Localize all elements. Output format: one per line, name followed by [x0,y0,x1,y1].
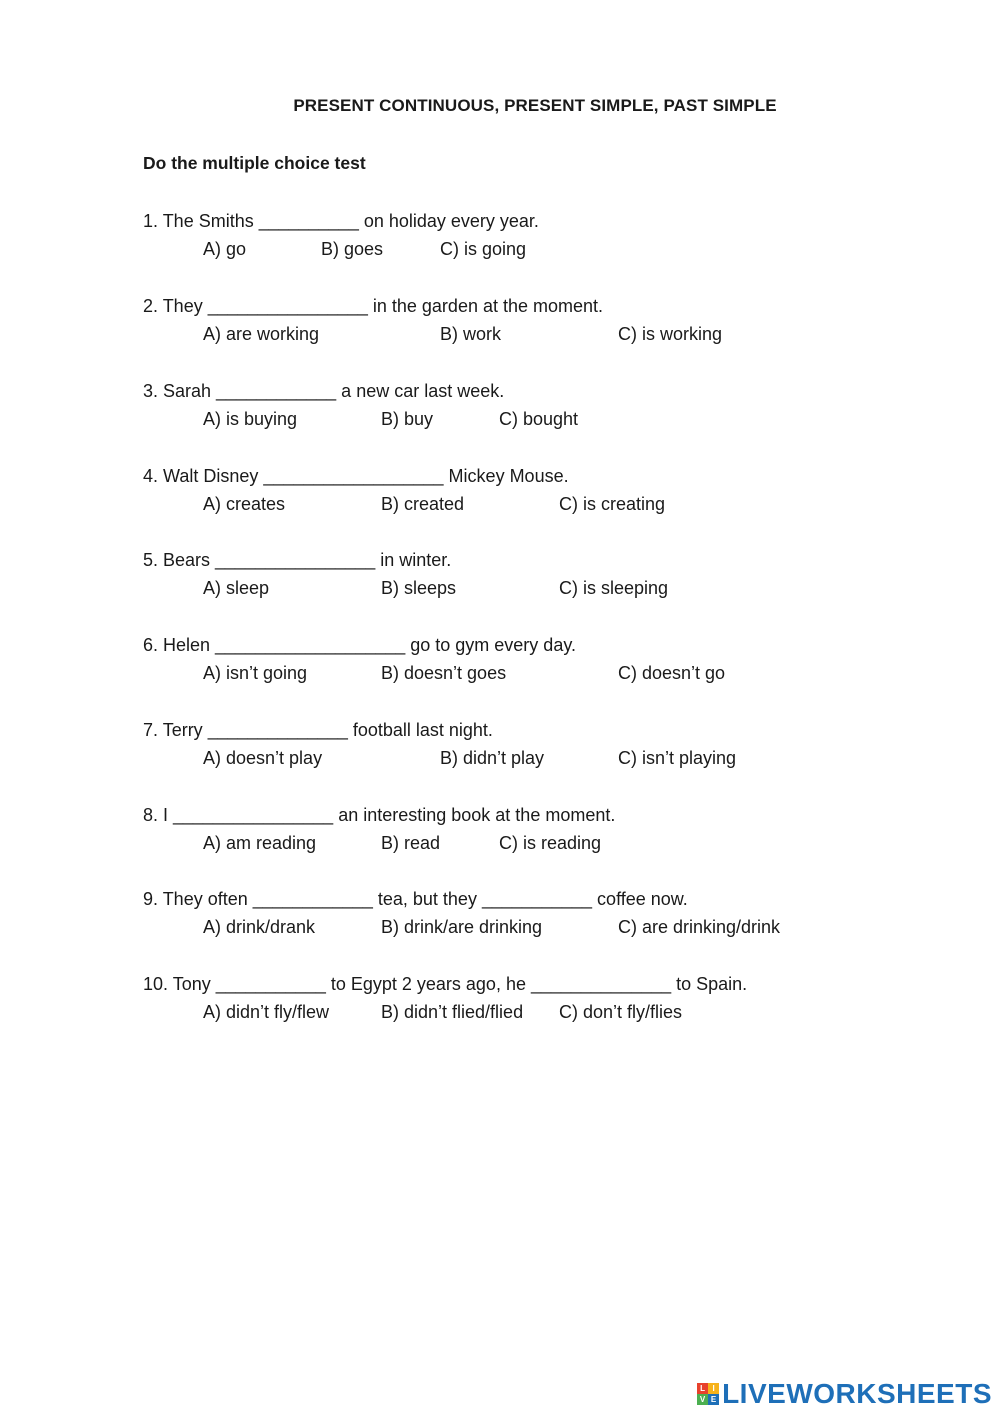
logo-letter-e: E [708,1394,719,1405]
question-text: 8. I ________________ an interesting book at the moment. [143,805,616,825]
option-a[interactable]: A) isn’t going [203,663,308,683]
question-text: 10. Tony ___________ to Egypt 2 years ago, he ______________ to Spain. [143,974,748,994]
option-a[interactable]: A) drink/drank [203,917,316,937]
option-a[interactable]: A) go [203,239,247,259]
option-a[interactable]: A) creates [203,494,286,514]
question-text: 1. The Smiths __________ on holiday every year. [143,211,539,231]
liveworksheets-logo [697,1378,992,1409]
question-text: 5. Bears ________________ in winter. [143,550,452,570]
option-c[interactable]: C) is sleeping [559,578,669,598]
question-10 [143,973,963,1026]
question-text: 6. Helen ___________________ go to gym every day. [143,635,576,655]
option-b[interactable]: B) didn’t flied/flied [381,1002,524,1022]
question-options [143,409,963,433]
question-text: 7. Terry ______________ football last night. [143,720,493,740]
question-options [143,663,963,687]
question-8 [143,804,963,857]
option-c[interactable]: C) bought [499,409,579,429]
instruction: Do the multiple choice test [143,153,366,173]
option-c[interactable]: C) is going [440,239,527,259]
logo-text: LIVEWORKSHEETS [722,1378,992,1409]
logo-letter-l: L [697,1383,708,1394]
option-b[interactable]: B) buy [381,409,434,429]
option-c[interactable]: C) is reading [499,833,602,853]
option-b[interactable]: B) drink/are drinking [381,917,543,937]
question-6 [143,634,963,687]
question-5 [143,549,963,602]
page-title: PRESENT CONTINUOUS, PRESENT SIMPLE, PAST SIMPLE [293,96,777,115]
option-a[interactable]: A) doesn’t play [203,748,323,768]
question-options [143,494,963,518]
logo-icon [697,1383,719,1405]
question-1 [143,210,963,263]
option-b[interactable]: B) work [440,324,502,344]
question-3 [143,380,963,433]
option-c[interactable]: C) don’t fly/flies [559,1002,683,1022]
option-c[interactable]: C) is creating [559,494,666,514]
question-options [143,1002,963,1026]
logo-letter-v: V [697,1394,708,1405]
option-c[interactable]: C) is working [618,324,723,344]
option-b[interactable]: B) goes [321,239,384,259]
option-a[interactable]: A) am reading [203,833,317,853]
option-b[interactable]: B) sleeps [381,578,457,598]
question-text: 3. Sarah ____________ a new car last week. [143,381,505,401]
option-c[interactable]: C) are drinking/drink [618,917,781,937]
option-b[interactable]: B) didn’t play [440,748,545,768]
question-options [143,578,963,602]
option-a[interactable]: A) are working [203,324,320,344]
option-a[interactable]: A) is buying [203,409,298,429]
question-options [143,324,963,348]
question-7 [143,719,963,772]
option-c[interactable]: C) isn’t playing [618,748,737,768]
option-c[interactable]: C) doesn’t go [618,663,726,683]
question-text: 4. Walt Disney __________________ Mickey Mouse. [143,466,569,486]
question-2 [143,295,963,348]
option-a[interactable]: A) sleep [203,578,270,598]
question-options [143,239,963,263]
question-options [143,917,963,941]
question-text: 9. They often ____________ tea, but they ___________ coffee now. [143,889,688,909]
option-b[interactable]: B) read [381,833,441,853]
option-b[interactable]: B) doesn’t goes [381,663,507,683]
question-9 [143,888,963,941]
question-4 [143,465,963,518]
option-a[interactable]: A) didn’t fly/flew [203,1002,330,1022]
question-options [143,748,963,772]
question-text: 2. They ________________ in the garden at the moment. [143,296,604,316]
logo-letter-i: I [708,1383,719,1394]
question-options [143,833,963,857]
option-b[interactable]: B) created [381,494,465,514]
